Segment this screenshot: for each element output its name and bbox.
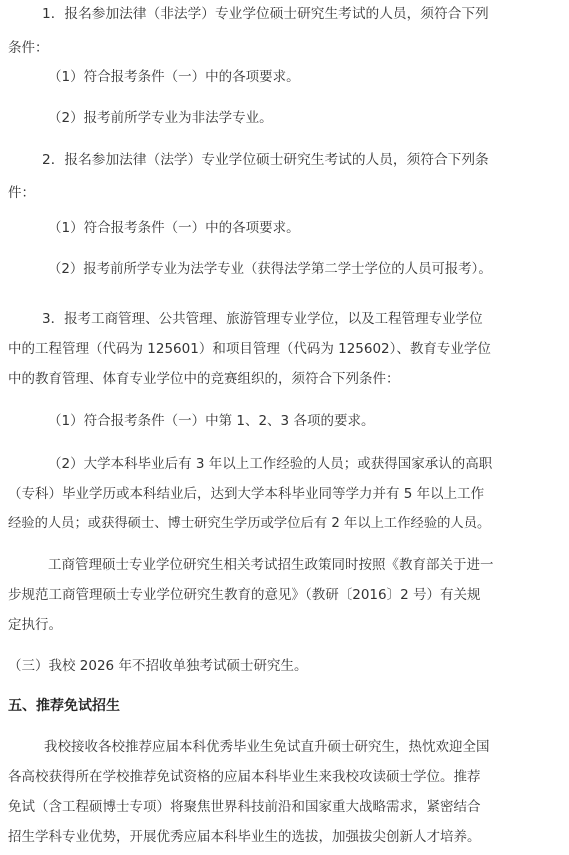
paragraph-5-line-2: 各高校获得所在学校推荐免试资格的应届本科毕业生来我校攻读硕士学位。推荐 (8, 769, 481, 785)
paragraph-3-line-1: 3．报考工商管理、公共管理、旅游管理专业学位，以及工程管理专业学位 (42, 311, 483, 327)
paragraph-3-line-2: 中的工程管理（代码为 125601）和项目管理（代码为 125602）、教育专业学位 (8, 341, 491, 357)
paragraph-4-line-3: 定执行。 (8, 617, 62, 633)
paragraph-5-line-4: 招生学科专业优势，开展优秀应届本科毕业生的选拔，加强拔尖创新人才培养。 (8, 829, 481, 845)
paragraph-1-line-1: 1．报名参加法律（非法学）专业学位硕士研究生考试的人员，须符合下列 (42, 6, 489, 22)
paragraph-2-line-1: 2．报名参加法律（法学）专业学位硕士研究生考试的人员，须符合下列条 (42, 152, 489, 168)
section-heading-recommendation: 五、推荐免试招生 (8, 698, 120, 714)
list-item-3-2-line-3: 经验的人员；或获得硕士、博士研究生学历或学位后有 2 年以上工作经验的人员。 (8, 516, 491, 531)
paragraph-5-line-3: 免试（含工程硕博士专项）将聚焦世界科技前沿和国家重大战略需求，紧密结合 (8, 799, 481, 815)
paragraph-4-line-2: 步规范工商管理硕士专业学位研究生教育的意见》（教研〔2016〕2 号）有关规 (8, 587, 481, 603)
list-item-3-1: （1）符合报考条件（一）中第 1、2、3 各项的要求。 (48, 413, 375, 429)
list-item-2-2: （2）报考前所学专业为法学专业（获得法学第二学士学位的人员可报考）。 (48, 262, 492, 277)
paragraph-4-line-1: 工商管理硕士专业学位研究生相关考试招生政策同时按照《教育部关于进一 (48, 557, 494, 573)
list-item-1-1: （1）符合报考条件（一）中的各项要求。 (48, 69, 300, 85)
paragraph-1-line-2: 条件： (8, 40, 49, 56)
list-item-3-2-line-2: （专科）毕业学历或本科结业后，达到大学本科毕业同等学力并有 5 年以上工作 (8, 486, 485, 502)
paragraph-3-line-3: 中的教育管理、体育专业学位中的竞赛组织的，须符合下列条件： (8, 371, 400, 387)
list-item-2-1: （1）符合报考条件（一）中的各项要求。 (48, 220, 300, 236)
paragraph-5-line-1: 我校接收各校推荐应届本科优秀毕业生免试直升硕士研究生，热忱欢迎全国 (44, 739, 490, 755)
list-item-3-2-line-1: （2）大学本科毕业后有 3 年以上工作经验的人员；或获得国家承认的高职 (48, 456, 493, 472)
list-item-1-2: （2）报考前所学专业为非法学专业。 (48, 110, 273, 126)
section-3-note: （三）我校 2026 年不招收单独考试硕士研究生。 (8, 658, 308, 674)
paragraph-2-line-2: 件： (8, 185, 35, 201)
